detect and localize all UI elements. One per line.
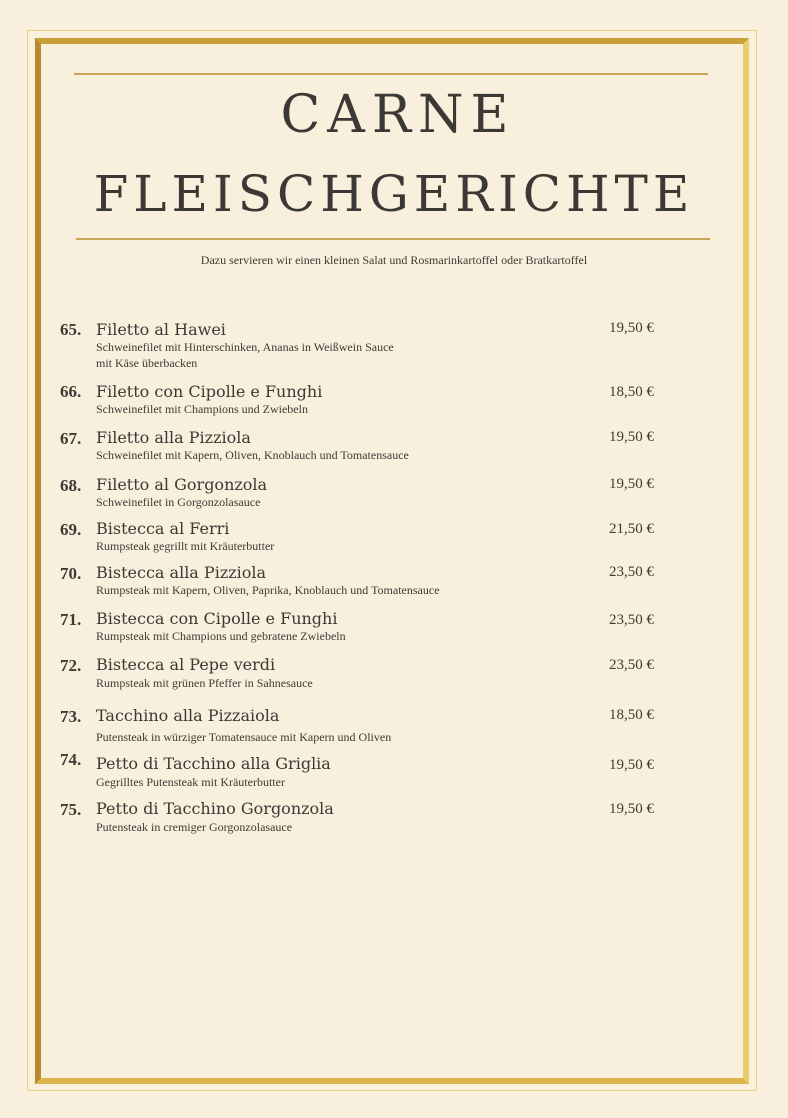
item-description: Schweinefilet mit Hinterschinken, Ananas in Weißwein Sauce: [96, 340, 394, 354]
item-number: 74.: [60, 750, 82, 769]
item-number: 68.: [60, 476, 82, 495]
item-price: 19,50 €: [609, 757, 654, 773]
item-description: Gegrilltes Putensteak mit Kräuterbutter: [96, 775, 285, 789]
item-name: Filetto al Gorgonzola: [96, 475, 268, 494]
page-subtitle: Dazu servieren wir einen kleinen Salat und Rosmarinkartoffel oder Bratkartoffel: [200, 253, 588, 267]
item-number: 67.: [60, 429, 82, 448]
item-price: 18,50 €: [609, 384, 654, 400]
item-name: Filetto con Cipolle e Funghi: [96, 382, 323, 401]
bottom-divider: [76, 238, 710, 240]
item-number: 72.: [60, 656, 82, 675]
item-description: Putensteak in würziger Tomatensauce mit Kapern und Oliven: [96, 730, 392, 744]
item-price: 19,50 €: [609, 801, 654, 817]
item-number: 73.: [60, 707, 82, 726]
item-price: 23,50 €: [609, 612, 654, 628]
item-description: Rumpsteak mit Champions und gebratene Zwiebeln: [96, 629, 346, 643]
item-name: Filetto alla Pizziola: [96, 428, 251, 447]
item-name: Tacchino alla Pizzaiola: [96, 706, 280, 725]
item-price: 19,50 €: [609, 320, 654, 336]
item-number: 70.: [60, 564, 82, 583]
item-name: Filetto al Hawei: [96, 320, 226, 339]
item-description: Putensteak in cremiger Gorgonzolasauce: [96, 820, 293, 834]
item-description: Schweinefilet in Gorgonzolasauce: [96, 495, 261, 509]
item-price: 18,50 €: [609, 707, 654, 723]
item-name: Bistecca alla Pizziola: [96, 563, 267, 582]
item-number: 71.: [60, 610, 82, 629]
item-number: 69.: [60, 520, 82, 539]
item-description: Schweinefilet mit Champions und Zwiebeln: [96, 402, 308, 416]
page-title-line1: CARNE: [280, 85, 516, 145]
item-description: Rumpsteak mit Kapern, Oliven, Paprika, Knoblauch und Tomatensauce: [96, 583, 440, 597]
item-number: 65.: [60, 320, 82, 339]
item-name: Petto di Tacchino Gorgonzola: [96, 799, 334, 818]
top-divider: [74, 73, 708, 75]
item-number: 75.: [60, 800, 82, 819]
item-name: Petto di Tacchino alla Griglia: [96, 754, 331, 773]
item-price: 19,50 €: [609, 429, 654, 445]
item-price: 21,50 €: [609, 521, 654, 537]
page-title-line2: FLEISCHGERICHTE: [93, 165, 695, 223]
item-price: 23,50 €: [609, 657, 654, 673]
item-price: 19,50 €: [609, 476, 654, 492]
item-number: 66.: [60, 382, 82, 401]
item-description: Rumpsteak mit grünen Pfeffer in Sahnesauce: [96, 676, 313, 690]
item-name: Bistecca al Pepe verdi: [96, 655, 276, 674]
item-price: 23,50 €: [609, 564, 654, 580]
item-name: Bistecca con Cipolle e Funghi: [96, 609, 338, 628]
item-description: Rumpsteak gegrillt mit Kräuterbutter: [96, 539, 275, 553]
item-description: Schweinefilet mit Kapern, Oliven, Knoblauch und Tomatensauce: [96, 448, 409, 462]
item-description-line2: mit Käse überbacken: [96, 356, 198, 370]
item-name: Bistecca al Ferri: [96, 519, 230, 538]
